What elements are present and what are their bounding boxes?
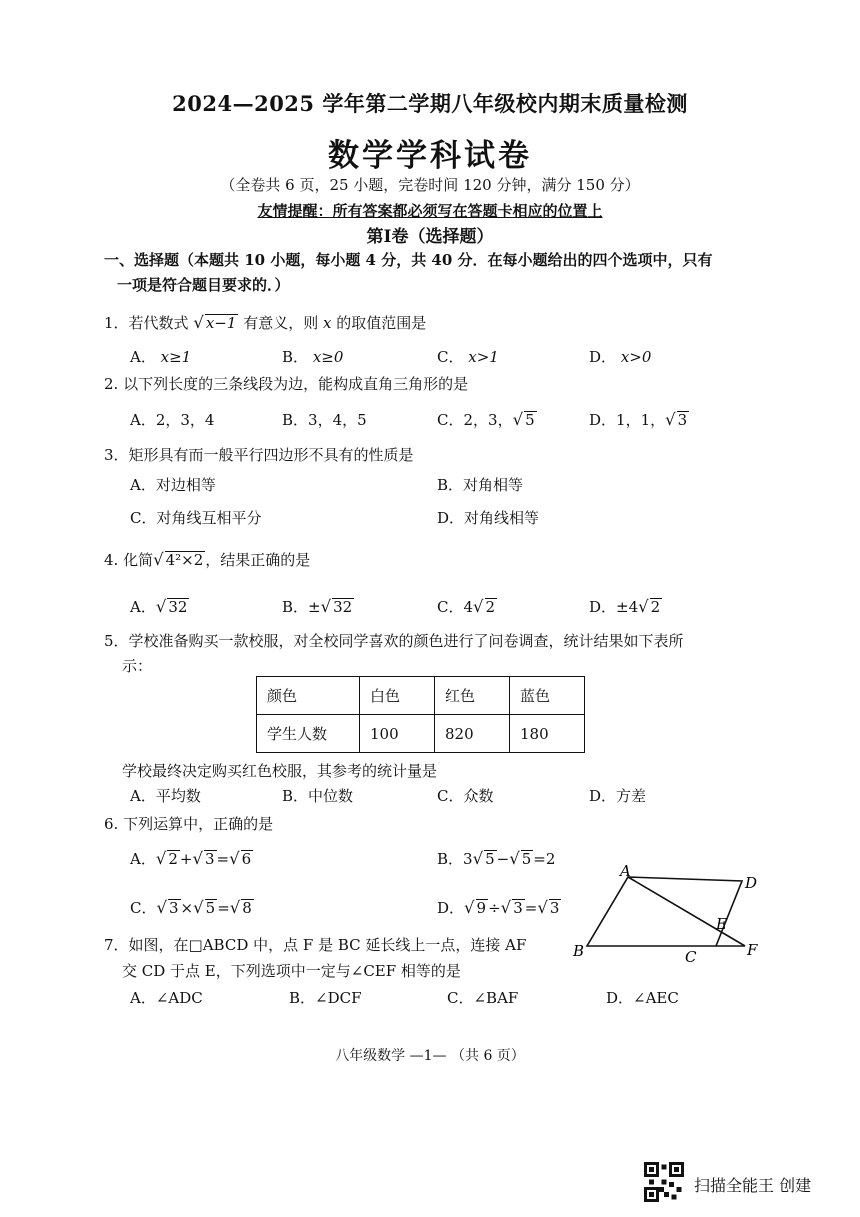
table-cell: 820 [435,715,510,753]
label-b: B [573,942,585,960]
q7-option-b: B．∠DCF [289,989,362,1007]
question-2: 2. 以下列长度的三条线段为边，能构成直角三角形的是 [104,375,469,393]
table-cell: 白色 [360,677,435,715]
question-1: 1．若代数式 √ x−1 有意义，则 x 的取值范围是 [104,313,427,332]
q3-option-b: B．对角相等 [437,476,524,494]
q5-option-c: C．众数 [437,787,494,805]
table-cell: 红色 [435,677,510,715]
qr-code-icon [644,1162,684,1202]
q3-option-a: A．对边相等 [130,476,216,494]
exam-title: 2024—2025 学年第二学期八年级校内期末质量检测 [172,91,688,116]
q3-option-c: C．对角线互相平分 [130,509,262,527]
q1-option-a: A． x≥1 [130,348,192,366]
q4-option-d: D．±4√ 2 [589,597,661,616]
q6-option-b: B．3√ 5 −√ 5 =2 [437,849,556,868]
q1-var: x [323,314,332,332]
question-7-cont: 交 CD 于点 E，下列选项中一定与∠CEF 相等的是 [122,962,461,980]
q1-option-b: B． x≥0 [282,348,344,366]
survey-table [256,676,585,753]
table-row [257,715,585,753]
question-6: 6. 下列运算中，正确的是 [104,815,274,833]
question-4: 4. 化简√ 4²×2 ，结果正确的是 [104,550,311,569]
q6-option-c: C．√ 3 ×√ 5 =√ 8 [130,898,252,917]
label-d: D [745,874,758,892]
q7-option-a: A．∠ADC [130,989,203,1007]
q5-option-a: A．平均数 [130,787,201,805]
q2-option-b: B．3，4，5 [282,411,367,429]
q4-radicand: 4²×2 [165,551,204,569]
label-a: A [620,862,631,880]
section-heading-cont: 一项是符合题目要求的．） [117,276,290,294]
q2-option-d: D．1，1，√ 3 [589,410,688,429]
reminder-text: 友情提醒：所有答案都必须写在答题卡相应的位置上 [257,202,603,220]
question-7: 7．如图，在□ABCD 中，点 F 是 BC 延长线上一点，连接 AF [104,936,527,954]
reminder [0,200,860,221]
exam-note: （全卷共 6 页，25 小题，完卷时间 120 分钟，满分 150 分） [220,176,640,194]
q1-radicand: x−1 [205,314,237,332]
label-e: E [716,915,727,933]
part-title: 第Ⅰ卷（选择题） [366,227,494,247]
label-c: C [685,948,697,966]
q1-prefix: 1．若代数式 [104,314,189,332]
q6-option-d: D．√ 9 ÷√ 3 =√ 3 [437,898,560,917]
page-footer: 八年级数学 —1— （共 6 页） [335,1048,525,1064]
q4-option-c: C．4√ 2 [437,597,496,616]
label-f: F [747,941,758,959]
q4-option-b: B．±√ 32 [282,597,353,616]
table-row [257,677,585,715]
q3-option-d: D．对角线相等 [437,509,540,527]
q2-option-c: C．2，3，√ 5 [437,410,535,429]
scanner-watermark: 扫描全能王 创建 [694,1176,812,1195]
q1-suffix2: 的取值范围是 [336,314,427,332]
subject-title: 数学学科试卷 [328,138,532,174]
table-cell: 学生人数 [257,715,360,753]
q4-option-a: A．√ 32 [130,597,188,616]
parallelogram-abcd [587,877,742,946]
q6-option-a: A．√ 2 +√ 3 =√ 6 [130,849,252,868]
question-5-stem3: 学校最终决定购买红色校服，其参考的统计量是 [122,762,438,780]
q5-option-d: D．方差 [589,787,647,805]
question-3: 3．矩形具有而一般平行四边形不具有的性质是 [104,446,414,464]
q7-option-c: C．∠BAF [447,989,519,1007]
q7-option-d: D．∠AEC [606,989,679,1007]
table-cell: 100 [360,715,435,753]
question-5: 5．学校准备购买一款校服，对全校同学喜欢的颜色进行了问卷调查，统计结果如下表所 [104,632,684,650]
q1-option-c: C． x>1 [437,348,499,366]
table-cell: 颜色 [257,677,360,715]
table-cell: 180 [510,715,585,753]
parallelogram-figure [565,862,765,966]
question-5-cont: 示： [122,657,153,675]
q1-suffix: 有意义，则 [243,314,319,332]
q1-option-d: D． x>0 [589,348,652,366]
segment-af [628,877,745,946]
table-cell: 蓝色 [510,677,585,715]
q5-option-b: B．中位数 [282,787,354,805]
q2-option-a: A．2，3，4 [130,411,215,429]
section-heading: 一、选择题（本题共 10 小题，每小题 4 分，共 40 分．在每小题给出的四个选项中，只有 [104,251,713,269]
